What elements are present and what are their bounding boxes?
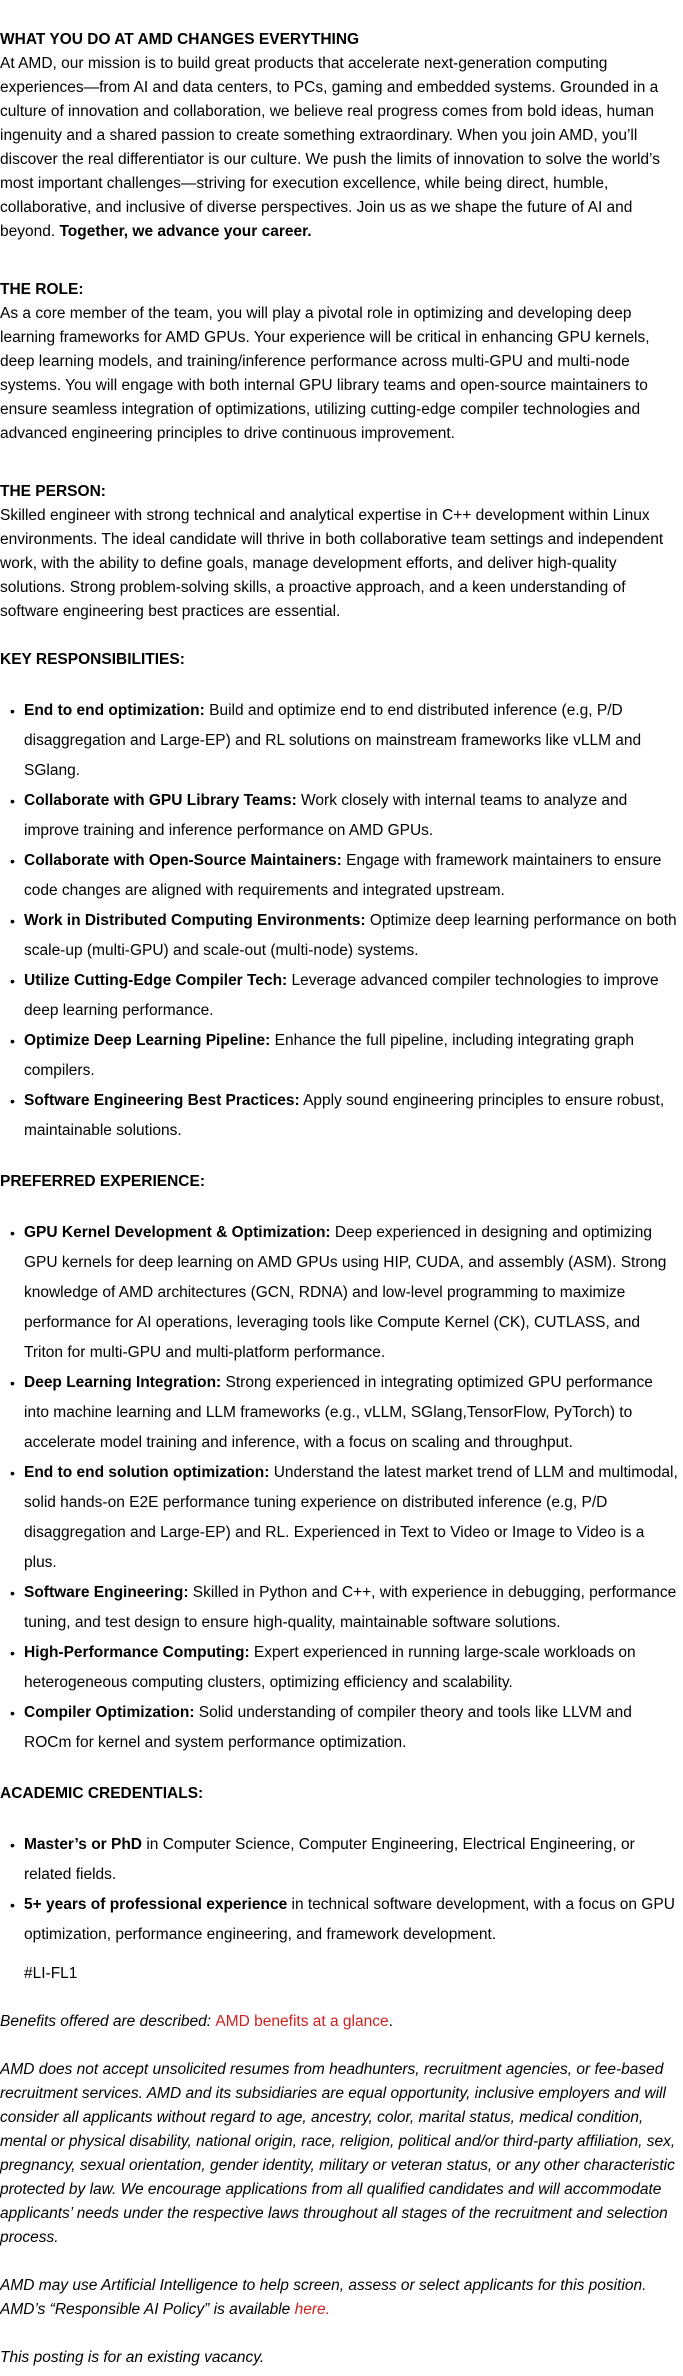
item-title: Deep Learning Integration: xyxy=(24,1374,222,1391)
benefits-line xyxy=(0,2010,683,2034)
what-we-do-heading: WHAT YOU DO AT AMD CHANGES EVERYTHING xyxy=(0,31,360,48)
person-section xyxy=(0,480,683,624)
list-item xyxy=(24,1890,683,1950)
item-title: Work in Distributed Computing Environments: xyxy=(24,912,366,929)
hashtag: #LI-FL1 xyxy=(24,1965,78,1982)
responsibilities-list xyxy=(0,696,683,1146)
list-item xyxy=(24,1698,683,1758)
item-text: Optimize deep learning performance on both scale-up (multi-GPU) and scale-out (multi-node) systems. xyxy=(24,912,677,959)
academic-list xyxy=(0,1830,683,1950)
preferred-list xyxy=(0,1218,683,1758)
item-text: in Computer Science, Computer Engineering, Electrical Engineering, or related fields. xyxy=(24,1836,635,1883)
ai-policy-statement xyxy=(0,2274,683,2322)
list-item xyxy=(24,1830,683,1890)
role-body: As a core member of the team, you will play a pivotal role in optimizing and developing deep learning frameworks for AMD GPUs. Your experience will be critical in enhancing GPU kernels, deep learning models, and training/inference performance across multi-GPU and multi-node systems. You will engage with both internal GPU library teams and open-source maintainers to ensure seamless integration of optimizations, utilizing cutting-edge compiler technologies and advanced engineering principles to drive continuous improvement. xyxy=(0,305,650,442)
item-title: Master’s or PhD xyxy=(24,1836,143,1853)
what-we-do-section xyxy=(0,28,683,244)
item-text: Engage with framework maintainers to ensure code changes are aligned with requirements and integrated upstream. xyxy=(24,852,662,899)
role-heading: THE ROLE: xyxy=(0,281,84,298)
list-item xyxy=(24,1218,683,1368)
list-item xyxy=(24,1638,683,1698)
responsibilities-heading: KEY RESPONSIBILITIES: xyxy=(0,651,185,668)
eeo-statement: AMD does not accept unsolicited resumes from headhunters, recruitment agencies, or fee-based recruitment services. AMD and its subsidiaries are equal opportunity, inclusive employers and will consider all applicants without regard to age, ancestry, color, marital status, medical condition, mental or physical disability, national origin, race, religion, political and/or third-party affiliation, sex, pregnancy, sexual orientation, gender identity, military or veteran status, or any other characteristic protected by law. We encourage applications from all qualified candidates and will accommodate applicants’ needs under the respective laws throughout all stages of the recruitment and selection process. xyxy=(0,2061,676,2246)
academic-heading: ACADEMIC CREDENTIALS: xyxy=(0,1785,204,1802)
item-text: Strong experienced in integrating optimized GPU performance into machine learning and LLM frameworks (e.g., vLLM, SGlang,TensorFlow, PyTorch) to accelerate model training and inference, with a focus on scaling and throughput. xyxy=(24,1374,653,1451)
item-text: Solid understanding of compiler theory and tools like LLVM and ROCm for kernel and system performance optimization. xyxy=(24,1704,632,1751)
item-title: 5+ years of professional experience xyxy=(24,1896,288,1913)
item-text: Enhance the full pipeline, including integrating graph compilers. xyxy=(24,1032,634,1079)
item-title: Utilize Cutting-Edge Compiler Tech: xyxy=(24,972,288,989)
academic-section xyxy=(0,1782,683,1986)
item-title: End to end optimization: xyxy=(24,702,205,719)
list-item xyxy=(24,1368,683,1458)
ai-policy-text: AMD may use Artificial Intelligence to help screen, assess or select applicants for this position. AMD’s “Responsible AI Policy” is available xyxy=(0,2277,647,2318)
item-title: Software Engineering Best Practices: xyxy=(24,1092,300,1109)
list-item xyxy=(24,696,683,786)
item-title: End to end solution optimization: xyxy=(24,1464,270,1481)
benefits-suffix: . xyxy=(388,2013,393,2030)
item-title: Optimize Deep Learning Pipeline: xyxy=(24,1032,271,1049)
person-heading: THE PERSON: xyxy=(0,483,106,500)
item-title: Compiler Optimization: xyxy=(24,1704,195,1721)
vacancy-note: This posting is for an existing vacancy. xyxy=(0,2349,265,2366)
item-title: High-Performance Computing: xyxy=(24,1644,250,1661)
item-text: Deep experienced in designing and optimizing GPU kernels for deep learning on AMD GPUs using HIP, CUDA, and assembly (ASM). Strong knowledge of AMD architectures (GCN, RDNA) and low-level programming to maximize performance for AI operations, leveraging tools like Compute Kernel (CK), CUTLASS, and Triton for multi-GPU and multi-platform performance. xyxy=(24,1224,667,1361)
list-item xyxy=(24,786,683,846)
list-item xyxy=(24,846,683,906)
item-text: Build and optimize end to end distributed inference (e.g, P/D disaggregation and Large-EP) and RL solutions on mainstream frameworks like vLLM and SGlang. xyxy=(24,702,642,779)
responsibilities-section xyxy=(0,648,683,1146)
item-title: Collaborate with GPU Library Teams: xyxy=(24,792,297,809)
preferred-heading: PREFERRED EXPERIENCE: xyxy=(0,1173,205,1190)
list-item xyxy=(24,1458,683,1578)
item-title: Software Engineering: xyxy=(24,1584,189,1601)
person-body: Skilled engineer with strong technical and analytical expertise in C++ development within Linux environments. The ideal candidate will thrive in both collaborative team settings and independent work, with the ability to define goals, manage development efforts, and deliver high-quality solutions. Strong problem-solving skills, a proactive approach, and a keen understanding of software engineering best practices are essential. xyxy=(0,507,664,620)
preferred-section xyxy=(0,1170,683,1758)
ai-policy-link[interactable]: here. xyxy=(294,2301,330,2318)
list-item xyxy=(24,1578,683,1638)
benefits-prefix: Benefits offered are described: xyxy=(0,2013,216,2030)
item-text: Leverage advanced compiler technologies to improve deep learning performance. xyxy=(24,972,659,1019)
what-we-do-body xyxy=(0,52,683,244)
role-section xyxy=(0,278,683,446)
item-text: in technical software development, with a focus on GPU optimization, performance engineering, and framework development. xyxy=(24,1896,675,1943)
item-text: Apply sound engineering principles to ensure robust, maintainable solutions. xyxy=(24,1092,665,1139)
tagline: Together, we advance your career. xyxy=(59,223,312,240)
item-title: Collaborate with Open-Source Maintainers: xyxy=(24,852,342,869)
list-item xyxy=(24,906,683,966)
list-item xyxy=(24,1086,683,1146)
list-item xyxy=(24,966,683,1026)
item-text: Work closely with internal teams to analyze and improve training and inference performance on AMD GPUs. xyxy=(24,792,628,839)
item-text: Understand the latest market trend of LLM and multimodal, solid hands-on E2E performance tuning experience on distributed inference (e.g, P/D disaggregation and Large-EP) and RL. Experienced in Text to Video or Image to Video is a plus. xyxy=(24,1464,678,1571)
what-we-do-text: At AMD, our mission is to build great products that accelerate next-generation computing experiences—from AI and data centers, to PCs, gaming and embedded systems. Grounded in a culture of innovation and collaboration, we believe real progress comes from bold ideas, human ingenuity and a shared passion to create something extraordinary. When you join AMD, you’ll discover the real differentiator is our culture. We push the limits of innovation to solve the world’s most important challenges—striving for execution excellence, while being direct, humble, collaborative, and inclusive of diverse perspectives. Join us as we shape the future of AI and beyond. xyxy=(0,55,660,240)
list-item xyxy=(24,1026,683,1086)
benefits-link[interactable]: AMD benefits at a glance xyxy=(215,2013,389,2030)
item-title: GPU Kernel Development & Optimization: xyxy=(24,1224,331,1241)
item-text: Expert experienced in running large-scale workloads on heterogeneous computing clusters, optimizing efficiency and scalability. xyxy=(24,1644,636,1691)
item-text: Skilled in Python and C++, with experience in debugging, performance tuning, and test design to ensure high-quality, maintainable software solutions. xyxy=(24,1584,677,1631)
